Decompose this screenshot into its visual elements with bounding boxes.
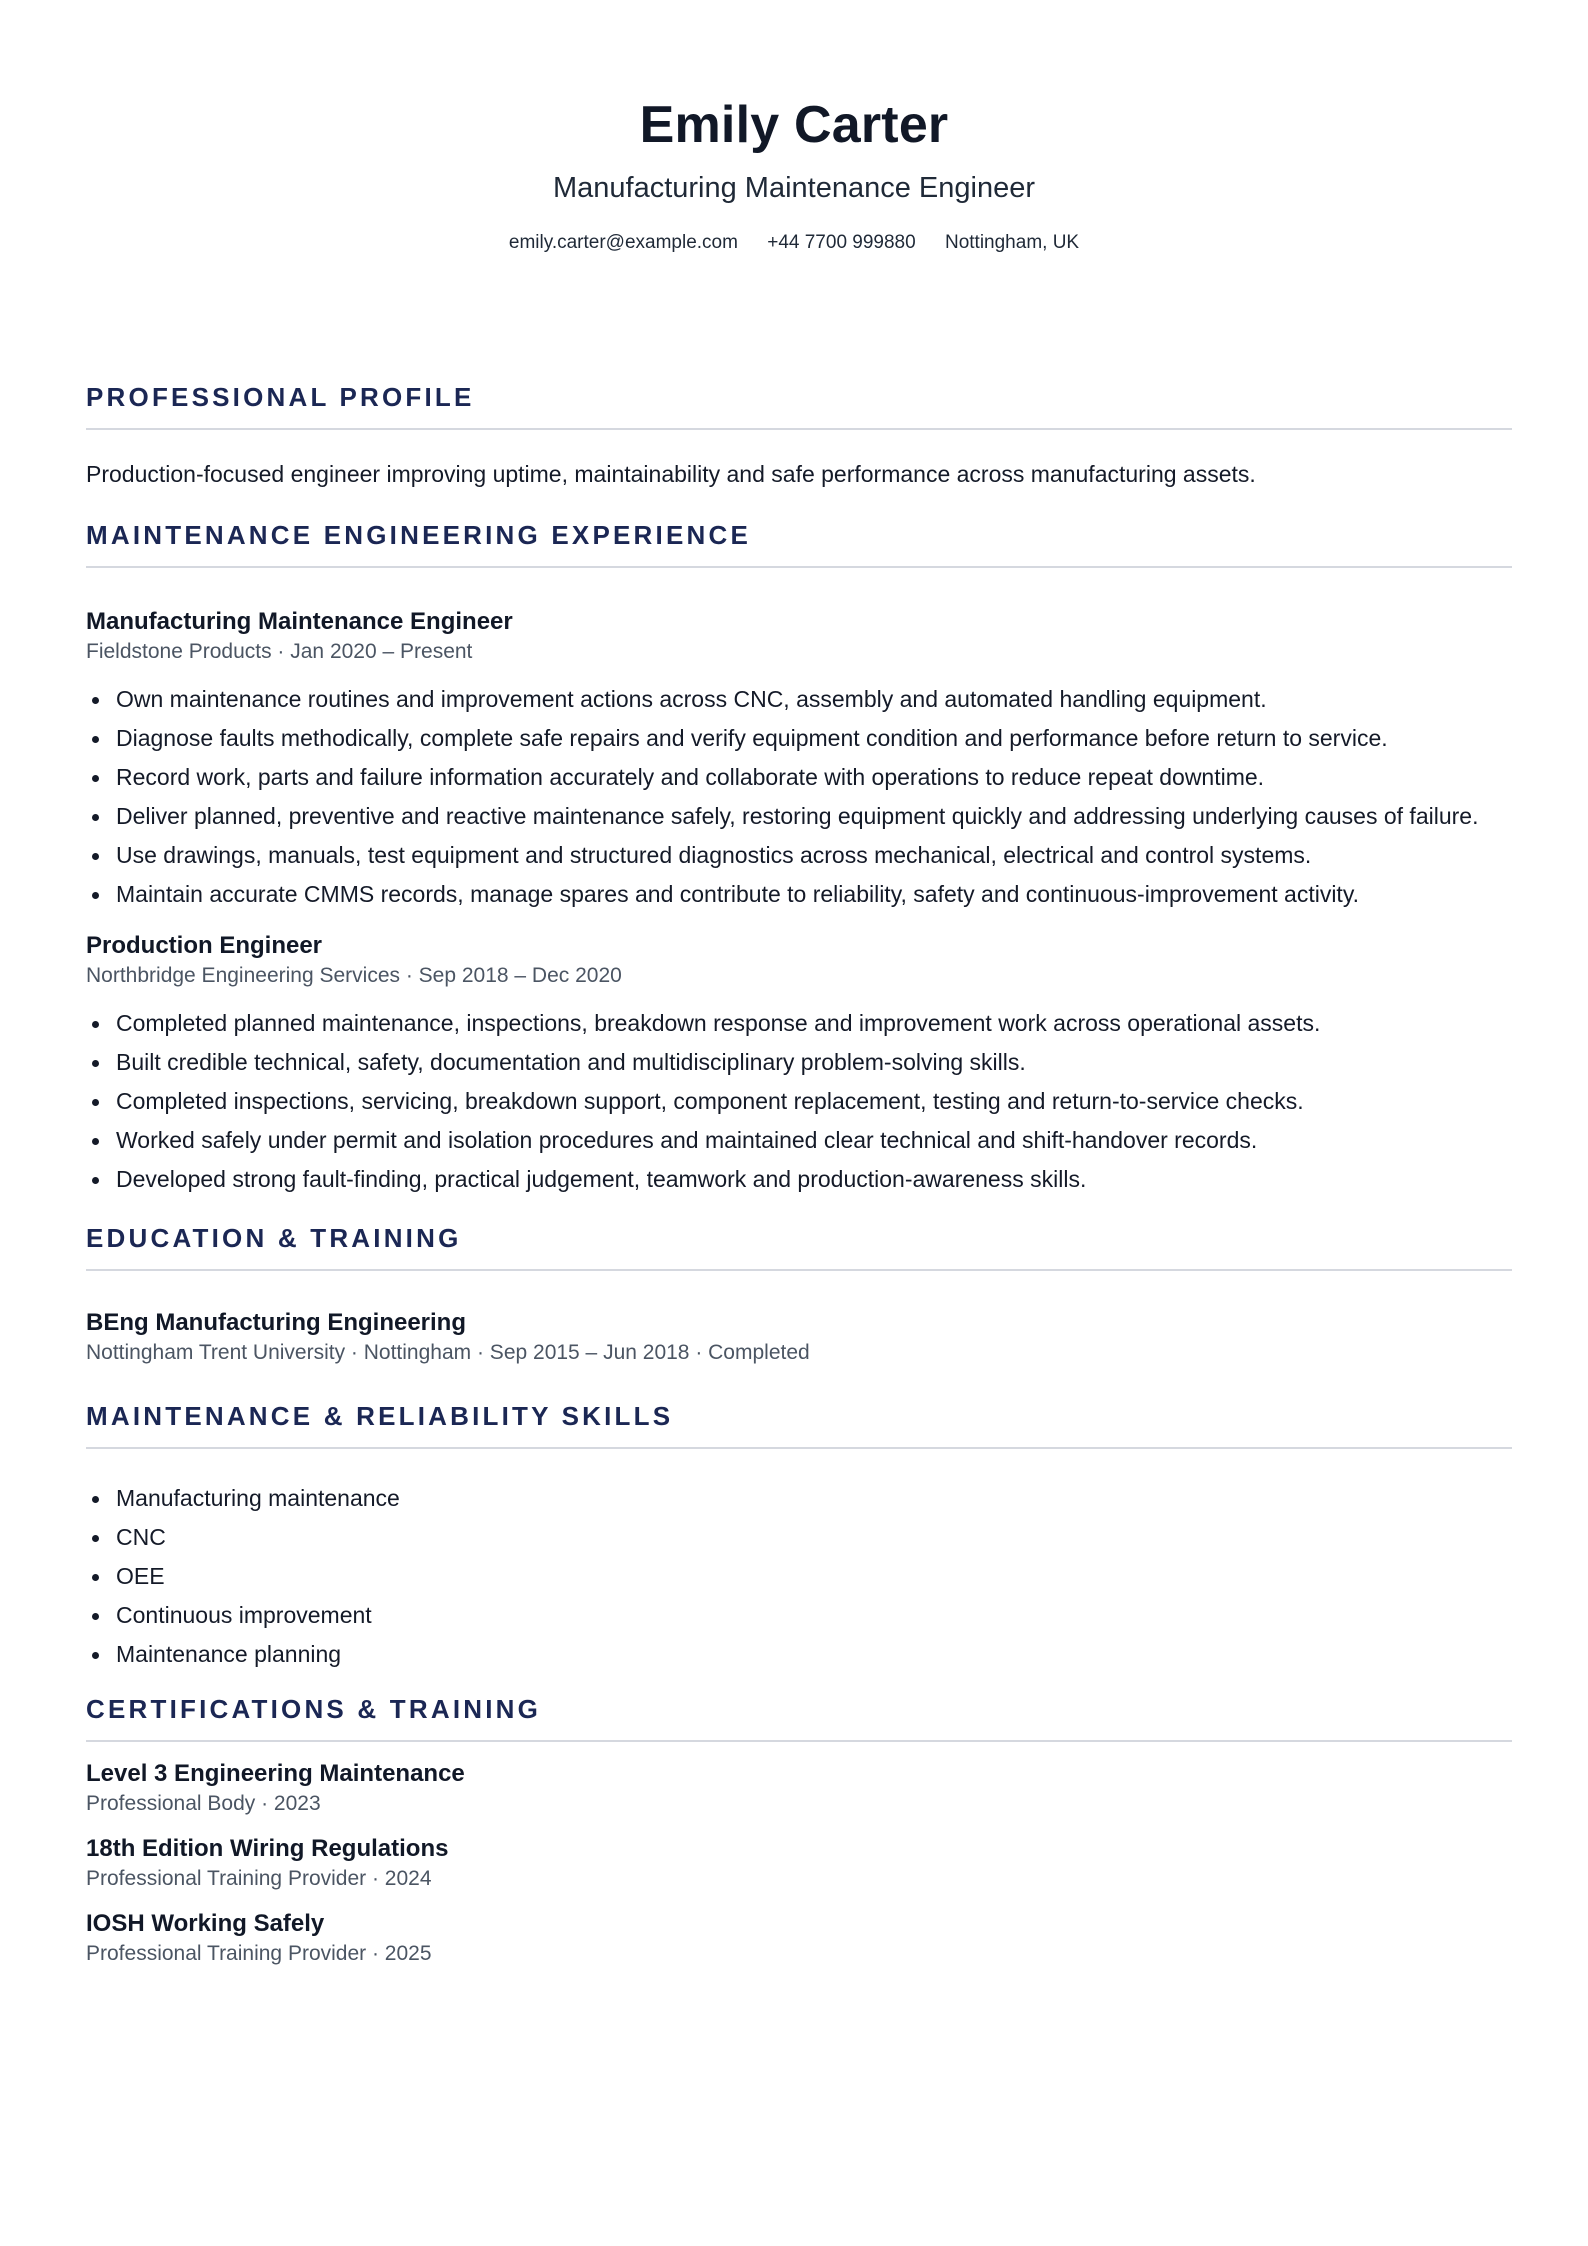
job-bullet: Built credible technical, safety, documentation and multidisciplinary problem-solving skills. bbox=[116, 1043, 1512, 1082]
job-bullet: Record work, parts and failure information accurately and collaborate with operations to reduce repeat downtime. bbox=[116, 758, 1512, 797]
certification-meta: Professional Body · 2023 bbox=[86, 1792, 321, 1815]
section-divider bbox=[86, 1740, 1512, 1742]
profile-summary: Production-focused engineer improving uptime, maintainability and safe performance across manufacturing assets. bbox=[86, 461, 1256, 487]
section-heading-skills: MAINTENANCE & RELIABILITY SKILLS bbox=[86, 1401, 674, 1431]
certification-title: Level 3 Engineering Maintenance bbox=[86, 1760, 465, 1787]
section-divider bbox=[86, 566, 1512, 568]
resume-body bbox=[86, 380, 1512, 1968]
contact-phone[interactable]: +44 7700 999880 bbox=[767, 232, 916, 253]
section-heading-certifications: CERTIFICATIONS & TRAINING bbox=[86, 1694, 542, 1724]
job-bullet: Own maintenance routines and improvement actions across CNC, assembly and automated handling equipment. bbox=[116, 680, 1512, 719]
job-bullet: Deliver planned, preventive and reactive maintenance safely, restoring equipment quickly and addressing underlying causes of failure. bbox=[116, 797, 1512, 836]
certification-entry bbox=[86, 1908, 1512, 1968]
section-heading-experience: MAINTENANCE ENGINEERING EXPERIENCE bbox=[86, 520, 751, 550]
certification-entry bbox=[86, 1833, 1512, 1893]
certification-title: IOSH Working Safely bbox=[86, 1910, 325, 1937]
skill-item: Manufacturing maintenance bbox=[116, 1479, 1512, 1518]
skills-section bbox=[86, 1399, 1512, 1674]
certification-title: 18th Edition Wiring Regulations bbox=[86, 1835, 449, 1862]
section-divider bbox=[86, 1269, 1512, 1271]
job-bullets bbox=[86, 680, 1512, 914]
education-section bbox=[86, 1221, 1512, 1367]
section-divider bbox=[86, 428, 1512, 430]
job-meta: Northbridge Engineering Services · Sep 2018 – Dec 2020 bbox=[86, 964, 622, 987]
contact-location: Nottingham, UK bbox=[944, 232, 1080, 253]
candidate-name: Emily Carter bbox=[639, 96, 949, 154]
degree-title: BEng Manufacturing Engineering bbox=[86, 1309, 467, 1336]
job-bullet: Diagnose faults methodically, complete safe repairs and verify equipment condition and performance before return to service. bbox=[116, 719, 1512, 758]
certification-meta: Professional Training Provider · 2025 bbox=[86, 1942, 432, 1965]
skill-item: Maintenance planning bbox=[116, 1635, 1512, 1674]
skill-item: CNC bbox=[116, 1518, 1512, 1557]
contact-email[interactable]: emily.carter@example.com bbox=[508, 232, 738, 253]
contact-line bbox=[0, 230, 1588, 256]
profile-section bbox=[86, 380, 1512, 490]
certification-entry bbox=[86, 1758, 1512, 1818]
job-title: Manufacturing Maintenance Engineer bbox=[86, 608, 513, 635]
job-bullets bbox=[86, 1004, 1512, 1199]
section-divider bbox=[86, 1447, 1512, 1449]
job-bullet: Use drawings, manuals, test equipment and structured diagnostics across mechanical, electrical and control systems. bbox=[116, 836, 1512, 875]
section-heading-profile: PROFESSIONAL PROFILE bbox=[86, 382, 475, 412]
skill-item: Continuous improvement bbox=[116, 1596, 1512, 1635]
job-bullet: Worked safely under permit and isolation procedures and maintained clear technical and shift-handover records. bbox=[116, 1121, 1512, 1160]
job-meta: Fieldstone Products · Jan 2020 – Present bbox=[86, 640, 473, 663]
certification-meta: Professional Training Provider · 2024 bbox=[86, 1867, 432, 1890]
job-title: Production Engineer bbox=[86, 932, 323, 959]
experience-section bbox=[86, 518, 1512, 1199]
job-bullet: Maintain accurate CMMS records, manage spares and contribute to reliability, safety and continuous-improvement activity. bbox=[116, 875, 1512, 914]
section-heading-education: EDUCATION & TRAINING bbox=[86, 1223, 462, 1253]
education-entry bbox=[86, 1307, 1512, 1367]
job-entry bbox=[86, 606, 1512, 914]
skills-list bbox=[86, 1479, 1512, 1674]
job-entry bbox=[86, 930, 1512, 1199]
job-bullet: Developed strong fault-finding, practical judgement, teamwork and production-awareness skills. bbox=[116, 1160, 1512, 1199]
skill-item: OEE bbox=[116, 1557, 1512, 1596]
candidate-title: Manufacturing Maintenance Engineer bbox=[552, 172, 1036, 204]
resume-header bbox=[0, 88, 1588, 256]
certifications-section bbox=[86, 1692, 1512, 1968]
job-bullet: Completed inspections, servicing, breakdown support, component replacement, testing and return-to-service checks. bbox=[116, 1082, 1512, 1121]
job-bullet: Completed planned maintenance, inspections, breakdown response and improvement work across operational assets. bbox=[116, 1004, 1512, 1043]
degree-meta: Nottingham Trent University · Nottingham · Sep 2015 – Jun 2018 · Completed bbox=[86, 1341, 810, 1364]
